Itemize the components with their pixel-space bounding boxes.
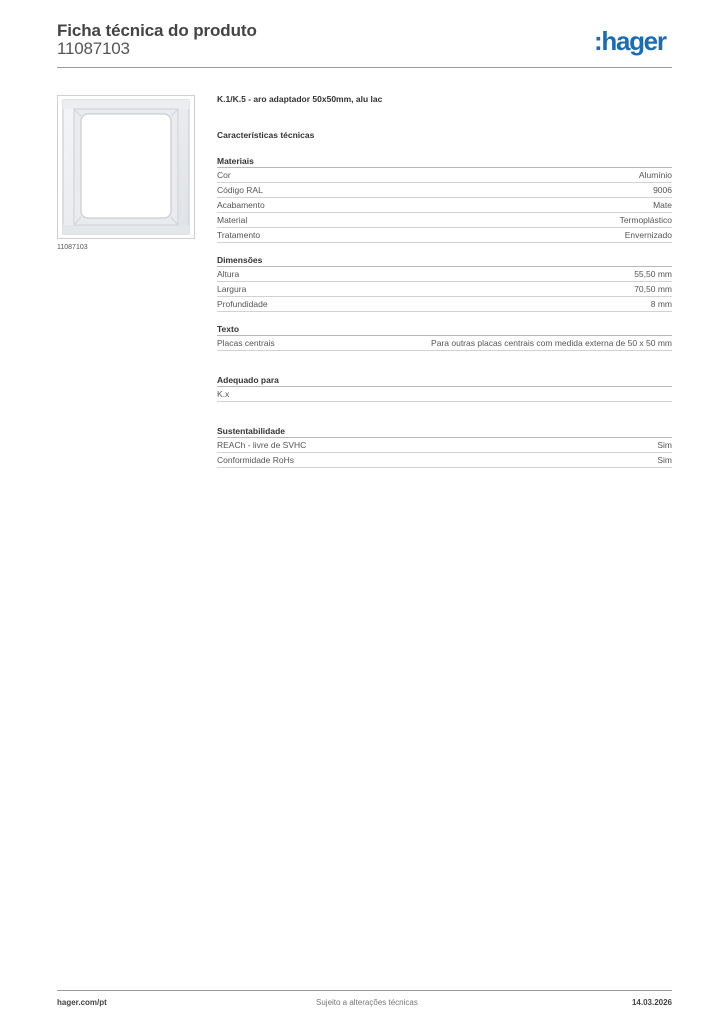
group-title: Materiais — [217, 154, 672, 168]
spec-row — [217, 168, 672, 183]
footer-notice: Sujeito a alterações técnicas — [316, 998, 418, 1007]
group-dimensoes — [217, 253, 672, 312]
footer-date: 14.03.2026 — [631, 998, 672, 1007]
spec-label: Tratamento — [217, 230, 261, 240]
spec-label: Cor — [217, 170, 231, 180]
product-name: K.1/K.5 - aro adaptador 50x50mm, alu lac — [217, 94, 383, 104]
spec-value: Termoplástico — [619, 215, 672, 225]
spec-label: Profundidade — [217, 299, 268, 309]
spec-row — [217, 198, 672, 213]
spec-value: Sim — [657, 455, 672, 465]
spec-row — [217, 183, 672, 198]
section-title: Características técnicas — [217, 130, 315, 140]
group-materiais — [217, 154, 672, 243]
footer-divider — [57, 990, 672, 991]
spec-label: Placas centrais — [217, 338, 275, 348]
hager-logo[interactable]: :hager — [594, 26, 666, 56]
spec-label: REACh - livre de SVHC — [217, 440, 307, 450]
spec-row — [217, 453, 672, 468]
spec-value: 55,50 mm — [634, 269, 672, 279]
spec-row — [217, 213, 672, 228]
group-texto — [217, 322, 672, 351]
adapter-frame-illustration — [58, 96, 194, 238]
spec-row — [217, 282, 672, 297]
group-title: Texto — [217, 322, 672, 336]
spec-label: Conformidade RoHs — [217, 455, 295, 465]
spec-value: Envernizado — [624, 230, 672, 240]
spec-value: Sim — [657, 440, 672, 450]
page-title: Ficha técnica do produto — [57, 21, 257, 40]
spec-value: Para outras placas centrais com medida externa de 50 x 50 mm — [431, 338, 672, 348]
group-title: Sustentabilidade — [217, 424, 672, 438]
spec-label: Material — [217, 215, 248, 225]
spec-label: Altura — [217, 269, 240, 279]
spec-label: Largura — [217, 284, 247, 294]
group-sustentabilidade — [217, 424, 672, 468]
spec-row — [217, 336, 672, 351]
spec-row — [217, 438, 672, 453]
spec-label: Código RAL — [217, 185, 263, 195]
spec-value: 9006 — [653, 185, 672, 195]
spec-row — [217, 228, 672, 243]
spec-value: Mate — [653, 200, 672, 210]
spec-value: Alumínio — [638, 170, 672, 180]
spec-label: K.x — [217, 389, 230, 399]
spec-column — [217, 94, 672, 478]
spec-row — [217, 387, 672, 402]
spec-row — [217, 297, 672, 312]
product-image — [57, 95, 195, 239]
group-title: Adequado para — [217, 373, 672, 387]
spec-label: Acabamento — [217, 200, 265, 210]
spec-value: 70,50 mm — [634, 284, 672, 294]
product-code: 11087103 — [57, 39, 130, 58]
header-divider — [57, 67, 672, 68]
group-title: Dimensões — [217, 253, 672, 267]
footer-website-link[interactable]: hager.com/pt — [57, 998, 107, 1007]
spec-value: 8 mm — [650, 299, 672, 309]
image-caption: 11087103 — [57, 244, 88, 251]
group-adequado-para — [217, 373, 672, 402]
spec-row — [217, 267, 672, 282]
